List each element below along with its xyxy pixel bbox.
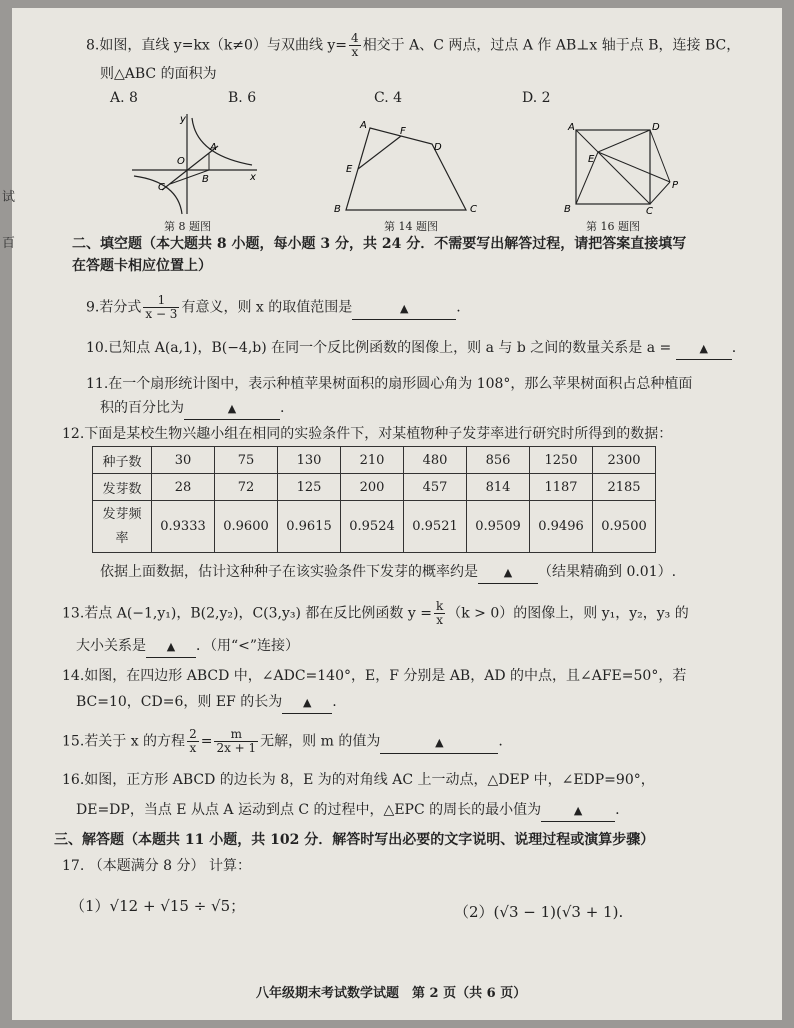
figure-16	[562, 118, 692, 214]
label-a: A	[568, 122, 575, 133]
q15-fraction-left: $\frac{2}{x}$	[189, 727, 197, 755]
table-cell: 28	[152, 474, 215, 501]
label-c: C	[158, 182, 165, 193]
row-label: 发芽数	[93, 474, 152, 501]
table-cell: 72	[215, 474, 278, 501]
table-row	[93, 501, 656, 553]
q9-fraction: $\frac{1}{x - 3}$	[145, 293, 178, 321]
q16-line1: 16.如图，正方形 ABCD 的边长为 8，E 为的对角线 AC 上一动点，△DEP 中，∠EDP=90°，	[62, 772, 655, 788]
segment-ed	[598, 130, 650, 152]
q16-line2: DE=DP，当点 E 从点 A 运动到点 C 的过程中，△EPC 的周长的最小值为 ▲ .	[76, 800, 620, 822]
row-label: 种子数	[93, 447, 152, 474]
hyperbola-branch-right	[192, 118, 252, 165]
segment-dp	[650, 130, 670, 182]
table-cell: 0.9509	[467, 501, 530, 553]
section2-header-cont: 在答题卡相应位置上）	[72, 258, 212, 274]
table-cell: 0.9524	[341, 501, 404, 553]
label-p: P	[672, 180, 679, 191]
label-a: A	[210, 142, 217, 153]
q17-part2: （2）(√3 − 1)(√3 + 1).	[454, 903, 624, 921]
table-cell: 457	[404, 474, 467, 501]
section3-header: 三、解答题（本题共 11 小题，共 102 分．解答时写出必要的文字说明、说理过程或演算步骤）	[54, 832, 655, 848]
segment-be	[576, 152, 598, 204]
label-b: B	[202, 174, 209, 185]
diagonal-ac	[576, 130, 650, 204]
figure-14	[328, 114, 492, 214]
table-cell: 0.9496	[530, 501, 593, 553]
page-footer: 八年级期末考试数学试题 第 2 页（共 6 页）	[256, 986, 527, 1001]
label-x: x	[250, 172, 256, 183]
table-cell: 0.9600	[215, 501, 278, 553]
table-cell: 2185	[593, 474, 656, 501]
row-label: 发芽频 率	[93, 501, 152, 553]
label-e: E	[346, 164, 353, 175]
table-cell: 125	[278, 474, 341, 501]
q10: 10.已知点 A(a,1)，B(−4,b) 在同一个反比例函数的图像上，则 a 与 b 之间的数量关系是 a = ▲ .	[86, 338, 736, 360]
table-cell: 1250	[530, 447, 593, 474]
q12-intro: 12.下面是某校生物兴趣小组在相同的实验条件下，对某植物种子发芽率进行研究时所得到的数据：	[62, 426, 673, 442]
label-b: B	[564, 204, 571, 214]
table-cell: 30	[152, 447, 215, 474]
label-d: D	[434, 142, 442, 153]
q15-answer-blank: ▲	[380, 732, 498, 754]
q8-option-a: A. 8	[110, 90, 138, 106]
q12-question: 依据上面数据，估计这种种子在该实验条件下发芽的概率约是 ▲ （结果精确到 0.01）.	[100, 562, 676, 584]
label-a: A	[360, 120, 367, 131]
label-e: E	[588, 154, 595, 165]
table-cell: 2300	[593, 447, 656, 474]
q14-line2: BC=10，CD=6，则 EF 的长为 ▲ .	[76, 692, 337, 714]
q11-line1: 11.在一个扇形统计图中，表示种植苹果树面积的扇形圆心角为 108°，那么苹果树面积占总种植面	[86, 376, 693, 392]
q17-part1: （1）√12 + √15 ÷ √5；	[70, 897, 246, 915]
table-cell: 0.9521	[404, 501, 467, 553]
figure-16-caption: 第 16 题图	[586, 220, 640, 233]
label-c: C	[470, 204, 477, 214]
q13-line1: 13.若点 A(−1,y₁)，B(2,y₂)，C(3,y₃) 都在反比例函数 y = $\frac{k}{x}$ （k > 0）的图像上，则 y₁，y₂，y₃ 的	[62, 599, 689, 627]
figure-8-caption: 第 8 题图	[164, 220, 211, 233]
q8-option-c: C. 4	[374, 90, 403, 106]
section2-header: 二、填空题（本大题共 8 小题，每小题 3 分，共 24 分．不需要写出解答过程，请把答案直接填写	[72, 236, 687, 252]
q11-answer-blank: ▲	[184, 398, 280, 420]
figure-8	[122, 110, 262, 218]
figure-14-caption: 第 14 题图	[384, 220, 438, 233]
label-b: B	[334, 204, 341, 214]
label-c: C	[646, 206, 653, 214]
q17-title: 17. （本题满分 8 分） 计算：	[62, 858, 251, 874]
segment-pc	[650, 182, 670, 204]
table-cell: 200	[341, 474, 404, 501]
seed-germination-table	[92, 446, 656, 553]
q13-line2: 大小关系是 ▲ ．（用“<”连接）	[76, 636, 299, 658]
label-o: O	[177, 156, 185, 167]
table-cell: 0.9333	[152, 501, 215, 553]
table-cell: 814	[467, 474, 530, 501]
q16-answer-blank: ▲	[541, 800, 615, 822]
label-f: F	[400, 126, 406, 137]
table-cell: 130	[278, 447, 341, 474]
q13-answer-blank: ▲	[146, 636, 196, 658]
q8-option-d: D. 2	[522, 90, 551, 106]
table-cell: 856	[467, 447, 530, 474]
table-cell: 1187	[530, 474, 593, 501]
q8-line2: 则△ABC 的面积为	[100, 66, 217, 82]
q13-fraction: $\frac{k}{x}$	[435, 599, 444, 627]
q8-line1: 8.如图，直线 y=kx（k≠0）与双曲线 y= $\frac{4}{x}$ 相交于 A、C 两点，过点 A 作 AB⊥x 轴于点 B，连接 BC，	[86, 31, 741, 59]
table-cell: 0.9615	[278, 501, 341, 553]
table-row	[93, 474, 656, 501]
q11-line2: 积的百分比为 ▲ .	[100, 398, 284, 420]
q8-fraction: $\frac{4}{x}$	[351, 31, 359, 59]
q12-answer-blank: ▲	[478, 562, 538, 584]
q9-answer-blank: ▲	[352, 298, 456, 320]
q9: 9.若分式 $\frac{1}{x - 3}$ 有意义，则 x 的取值范围是 ▲ .	[86, 293, 461, 321]
table-cell: 75	[215, 447, 278, 474]
q14-answer-blank: ▲	[282, 692, 332, 714]
segment-ep	[598, 152, 670, 182]
q14-line1: 14.如图，在四边形 ABCD 中，∠ADC=140°，E，F 分别是 AB，AD 的中点，且∠AFE=50°，若	[62, 668, 687, 684]
q8-option-b: B. 6	[228, 90, 257, 106]
table-cell: 0.9500	[593, 501, 656, 553]
label-y: y	[180, 114, 186, 125]
q15: 15.若关于 x 的方程 $\frac{2}{x}$ = $\frac{m}{2x + 1}$ 无解，则 m 的值为 ▲ .	[62, 727, 503, 755]
label-d: D	[652, 122, 660, 133]
q10-answer-blank: ▲	[676, 338, 732, 360]
table-row	[93, 447, 656, 474]
quadrilateral-abcd	[346, 128, 466, 210]
margin-mark: 试	[2, 190, 16, 205]
segment-ef	[358, 136, 401, 169]
q15-fraction-right: $\frac{m}{2x + 1}$	[216, 727, 257, 755]
margin-mark: 百	[2, 236, 16, 251]
table-cell: 480	[404, 447, 467, 474]
table-cell: 210	[341, 447, 404, 474]
